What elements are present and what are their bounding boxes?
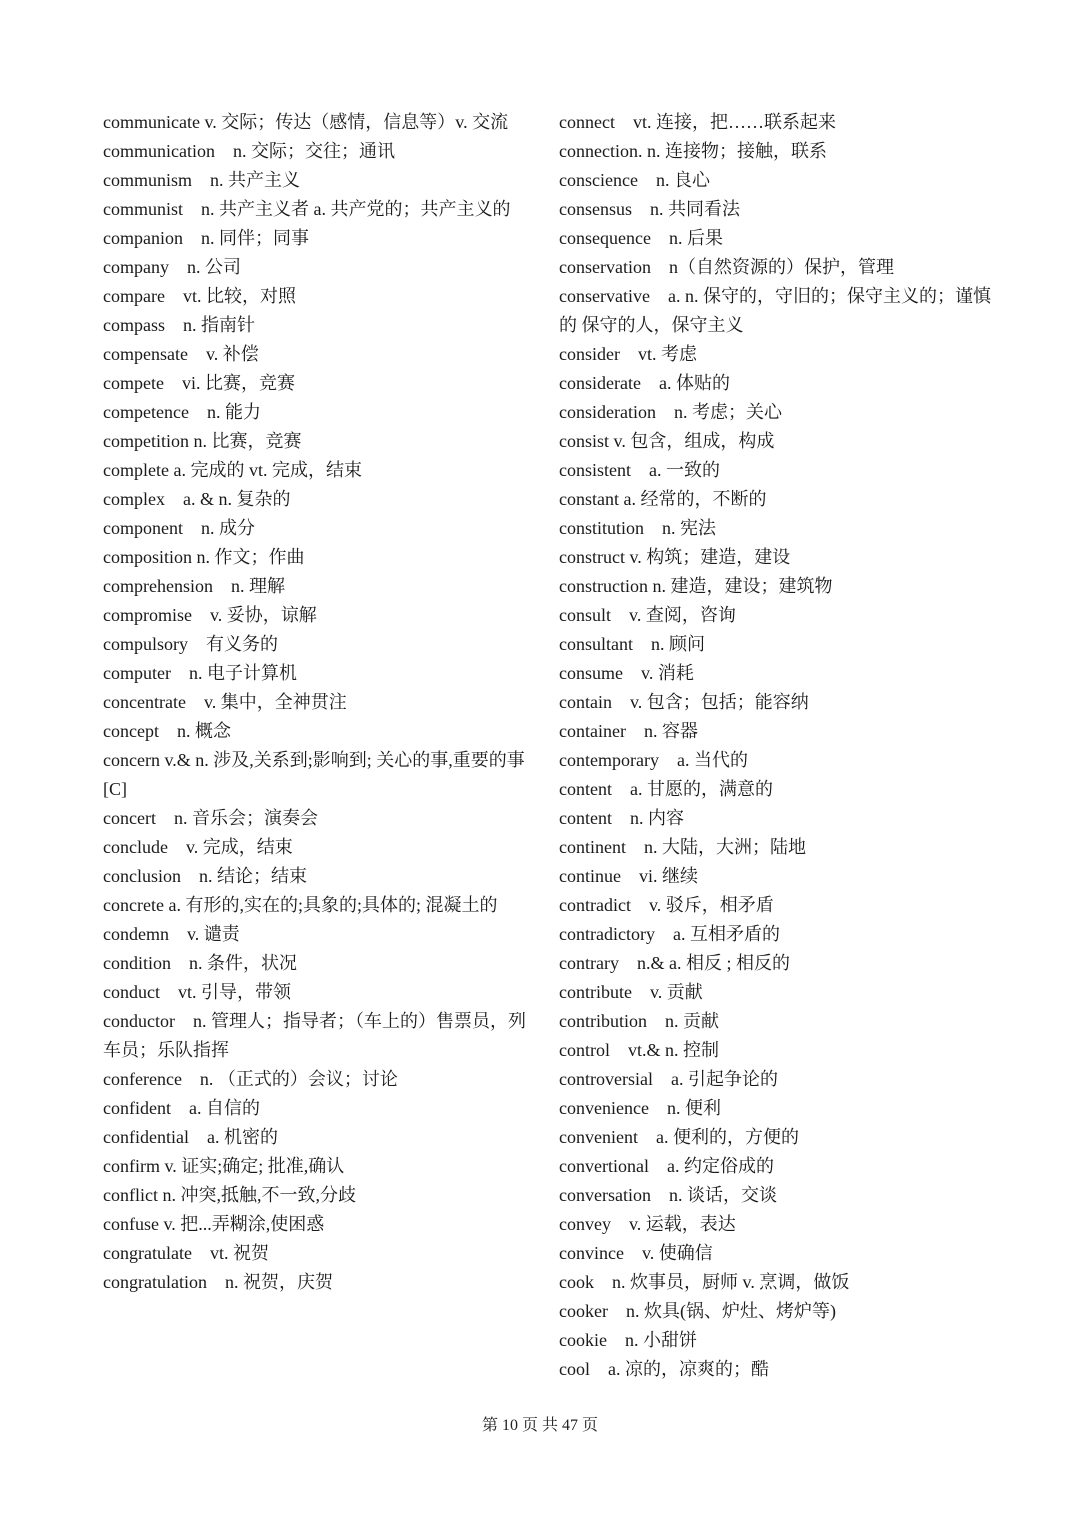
- vocab-entry: connection. n. 连接物；接触，联系: [559, 141, 827, 161]
- vocab-entry: contribute v. 贡献: [559, 982, 703, 1002]
- vocab-entry: convey v. 运载，表达: [559, 1214, 736, 1234]
- vocab-entry: companion n. 同伴；同事: [103, 228, 309, 248]
- vocab-entry: compass n. 指南针: [103, 315, 255, 335]
- vocab-entry: conduct vt. 引导，带领: [103, 982, 291, 1002]
- vocab-entry: control vt.& n. 控制: [559, 1040, 719, 1060]
- vocab-entry: consequence n. 后果: [559, 228, 723, 248]
- vocab-entry: cook n. 炊事员，厨师 v. 烹调，做饭: [559, 1272, 850, 1292]
- vocab-entry: contemporary a. 当代的: [559, 750, 748, 770]
- vocab-entry: conclude v. 完成，结束: [103, 837, 293, 857]
- vocab-entry: conclusion n. 结论；结束: [103, 866, 307, 886]
- vocab-entry: convenience n. 便利: [559, 1098, 721, 1118]
- vocab-entry: complete a. 完成的 vt. 完成，结束: [103, 460, 362, 480]
- vocab-entry: conscience n. 良心: [559, 170, 710, 190]
- vocab-entry: component n. 成分: [103, 518, 255, 538]
- vocab-entry: conflict n. 冲突,抵触,不一致,分歧: [103, 1185, 356, 1205]
- vocab-entry: consult v. 查阅，咨询: [559, 605, 736, 625]
- vocab-entry: comprehension n. 理解: [103, 576, 285, 596]
- vocab-entry: compare vt. 比较，对照: [103, 286, 296, 306]
- vocab-entry: congratulate vt. 祝贺: [103, 1243, 269, 1263]
- vocab-entry: conversation n. 谈话，交谈: [559, 1185, 777, 1205]
- vocab-entry: cooker n. 炊具(锅、炉灶、烤炉等): [559, 1301, 836, 1321]
- vocab-entry: confident a. 自信的: [103, 1098, 260, 1118]
- vocab-entry: concept n. 概念: [103, 721, 231, 741]
- vocab-entry: computer n. 电子计算机: [103, 663, 297, 683]
- vocab-entry: convenient a. 便利的，方便的: [559, 1127, 799, 1147]
- vocab-entry: continent n. 大陆，大洲；陆地: [559, 837, 806, 857]
- vocab-entry: consume v. 消耗: [559, 663, 694, 683]
- vocab-entry: consider vt. 考虑: [559, 344, 697, 364]
- vocab-entry: constitution n. 宪法: [559, 518, 716, 538]
- vocab-entry: cool a. 凉的，凉爽的；酷: [559, 1359, 769, 1379]
- vocab-entry: cookie n. 小甜饼: [559, 1330, 697, 1350]
- vocab-entry: compromise v. 妥协，谅解: [103, 605, 317, 625]
- vocab-entry: complex a. & n. 复杂的: [103, 489, 291, 509]
- vocab-entry: communist n. 共产主义者 a. 共产党的；共产主义的: [103, 199, 511, 219]
- vocab-entry: controversial a. 引起争论的: [559, 1069, 778, 1089]
- vocab-entry: consist v. 包含，组成，构成: [559, 431, 775, 451]
- vocab-entry: contrary n.& a. 相反 ; 相反的: [559, 953, 790, 973]
- vocab-entry: consideration n. 考虑；关心: [559, 402, 782, 422]
- vocab-entry: conductor n. 管理人；指导者；（车上的）售票员，列车员；乐队指挥: [103, 1011, 526, 1060]
- vocab-entry: contain v. 包含；包括；能容纳: [559, 692, 809, 712]
- vocab-entry: confidential a. 机密的: [103, 1127, 278, 1147]
- vocab-entry: convertional a. 约定俗成的: [559, 1156, 774, 1176]
- vocab-entry: content n. 内容: [559, 808, 684, 828]
- vocab-entry: compensate v. 补偿: [103, 344, 259, 364]
- vocab-entry: concrete a. 有形的,实在的;具象的;具体的; 混凝土的: [103, 895, 498, 915]
- vocab-entry: company n. 公司: [103, 257, 241, 277]
- vocab-entry: congratulation n. 祝贺，庆贺: [103, 1272, 333, 1292]
- vocab-entry: construct v. 构筑；建造，建设: [559, 547, 791, 567]
- page-footer: 第 10 页 共 47 页: [481, 1417, 598, 1434]
- vocab-entry: consistent a. 一致的: [559, 460, 720, 480]
- right-column: [559, 108, 999, 1384]
- left-column: [103, 108, 528, 1297]
- vocab-entry: competition n. 比赛，竞赛: [103, 431, 302, 451]
- vocab-entry: conservation n（自然资源的）保护，管理: [559, 257, 894, 277]
- vocab-entry: container n. 容器: [559, 721, 698, 741]
- vocab-entry: condemn v. 谴责: [103, 924, 240, 944]
- vocab-entry: conservative a. n. 保守的，守旧的；保守主义的；谨慎的 保守的人，保守主义: [559, 286, 991, 335]
- vocab-entry: confirm v. 证实;确定; 批准,确认: [103, 1156, 345, 1176]
- vocab-entry: communication n. 交际；交往；通讯: [103, 141, 395, 161]
- vocab-entry: concert n. 音乐会；演奏会: [103, 808, 318, 828]
- vocab-entry: continue vi. 继续: [559, 866, 698, 886]
- vocab-entry: construction n. 建造，建设；建筑物: [559, 576, 833, 596]
- vocab-entry: composition n. 作文；作曲: [103, 547, 305, 567]
- vocab-entry: communism n. 共产主义: [103, 170, 300, 190]
- vocab-entry: consensus n. 共同看法: [559, 199, 740, 219]
- vocab-entry: compete vi. 比赛，竞赛: [103, 373, 295, 393]
- vocab-entry: conference n. （正式的）会议；讨论: [103, 1069, 398, 1089]
- vocab-entry: considerate a. 体贴的: [559, 373, 730, 393]
- vocab-entry: connect vt. 连接，把……联系起来: [559, 112, 836, 132]
- vocab-entry: contradict v. 驳斥，相矛盾: [559, 895, 774, 915]
- vocab-entry: communicate v. 交际；传达（感情，信息等）v. 交流: [103, 112, 509, 132]
- vocab-entry: condition n. 条件，状况: [103, 953, 297, 973]
- vocab-entry: constant a. 经常的，不断的: [559, 489, 767, 509]
- vocab-entry: concentrate v. 集中，全神贯注: [103, 692, 347, 712]
- vocab-entry: content a. 甘愿的，满意的: [559, 779, 773, 799]
- vocab-entry: confuse v. 把...弄糊涂,使困惑: [103, 1214, 325, 1234]
- vocab-entry: compulsory 有义务的: [103, 634, 278, 654]
- vocab-entry: concern v.& n. 涉及,关系到;影响到; 关心的事,重要的事[C]: [103, 750, 525, 799]
- vocab-entry: contribution n. 贡献: [559, 1011, 719, 1031]
- vocab-entry: competence n. 能力: [103, 402, 261, 422]
- vocab-entry: convince v. 使确信: [559, 1243, 713, 1263]
- vocab-entry: contradictory a. 互相矛盾的: [559, 924, 780, 944]
- vocab-entry: consultant n. 顾问: [559, 634, 705, 654]
